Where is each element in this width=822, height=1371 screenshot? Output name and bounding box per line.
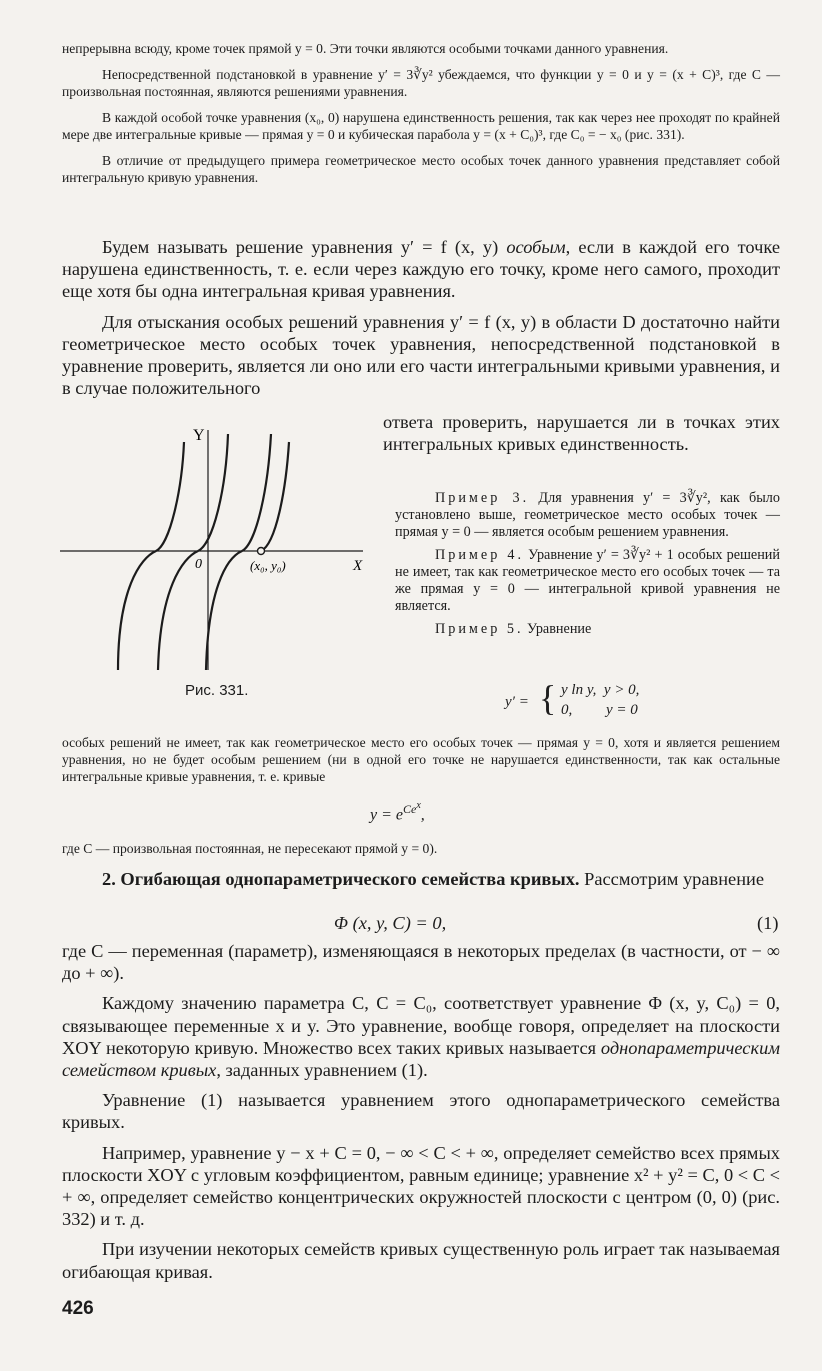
example-text: Уравнение y′ = 3∛y² + 1 особых решений не имеет, так как геометрическое место его особых точек — та же прямая y = 0 — интегральной кривой уравнения не является. — [395, 547, 780, 614]
body-paragraph: При изучении некоторых семейств кривых существенную роль играет так называемая огибающая кривая. — [62, 1239, 780, 1282]
cubic-curve — [118, 551, 156, 670]
formula-lhs: y′ = — [505, 694, 529, 710]
example-label: Пример 3. — [435, 490, 530, 506]
examples-block — [395, 490, 780, 644]
example-3 — [395, 490, 780, 541]
section-title: 2. Огибающая однопараметрического семейства кривых. — [102, 869, 580, 889]
text-run: Рассмотрим уравнение — [579, 869, 765, 889]
method-paragraph: Для отыскания особых решений уравнения y′ = f (x, y) в области D достаточно найти геометрическое место особых точек уравнения, непосредственной подстановкой в уравнение проверить, является ли оно или его части интегральными кривыми уравнения, и в случае положительного — [62, 311, 780, 399]
formula-part: , — [420, 806, 425, 824]
formula-part: Ce — [403, 802, 417, 816]
page-number: 426 — [62, 1298, 94, 1319]
cubic-curve — [206, 551, 242, 670]
example-text: Для уравнения y′ = 3∛y², как было установлено выше, геометрическое место особых точек — прямая y = 0 — является особым решением уравнения. — [395, 490, 780, 540]
term-emphasis: особым — [506, 237, 566, 257]
text-run: , заданных уравнением (1). — [216, 1060, 428, 1081]
brace: { — [539, 678, 557, 718]
formula-case: y ln y, y > 0, — [561, 682, 640, 698]
small-paragraph: особых решений не имеет, так как геометрическое место его особых точек — прямая y = 0, хотя и является решением уравнения, но не будет особым решением (ни в одной его точке не нарушается единственности, так как остальные интегральные кривые уравнения, т. е. кривые — [62, 735, 780, 784]
method-paragraph-continued: ответа проверить, нарушается ли в точках этих интегральных кривых единственность. — [383, 412, 780, 455]
section-2-body — [62, 940, 780, 1291]
example-label: Пример 5. — [435, 621, 524, 637]
singular-point-marker — [258, 548, 265, 555]
main-text-1 — [62, 236, 780, 407]
body-paragraph: где C — переменная (параметр), изменяющаяся в некоторых пределах (в частности, от − ∞ до + ∞). — [62, 941, 780, 984]
small-print-mid-2 — [62, 840, 780, 866]
definition-paragraph — [62, 236, 780, 303]
small-print-top — [62, 40, 780, 195]
body-paragraph: Например, уравнение y − x + C = 0, − ∞ < C < + ∞, определяет семейство всех прямых плоскости XOY с угловым коэффициентом, равным единице; уравнение x² + y² = C, 0 < C < + ∞, определяет семейство концентрических окружностей плоскости с центром (0, 0) (рис. 332) и т. д. — [62, 1142, 780, 1230]
body-paragraph: Уравнение (1) называется уравнением этого однопараметрического семейства кривых. — [62, 1090, 780, 1133]
section-2 — [62, 868, 780, 898]
section-intro — [62, 868, 780, 890]
origin-label: 0 — [195, 557, 202, 572]
cubic-curve — [158, 551, 198, 670]
main-text-right — [383, 411, 780, 463]
cubic-curve — [198, 434, 228, 551]
formula-part: x — [416, 800, 421, 811]
formula-case: 0, y = 0 — [561, 702, 638, 718]
text-run: Будем называть решение уравнения y′ = f (x, y) — [102, 237, 507, 257]
figure-caption: Рис. 331. — [185, 682, 249, 699]
example-label: Пример 4. — [435, 547, 525, 563]
equation-number: (1) — [757, 913, 779, 933]
example-text: Уравнение — [523, 621, 592, 637]
cubic-curve — [156, 442, 184, 551]
exp-formula — [370, 800, 425, 824]
text-run: , если в каждой его точке нарушена единственность, т. е. если через каждую его точку, кроме него самого, проходит еще хотя бы одна интегральная кривая уравнения. — [62, 237, 780, 302]
point-label: (x₀, y₀) — [250, 558, 286, 573]
example-4 — [395, 547, 780, 615]
example-5 — [395, 621, 780, 638]
small-print-mid — [62, 734, 780, 794]
small-paragraph: где C — произвольная постоянная, не пересекают прямой y = 0). — [62, 841, 438, 856]
cubic-curve — [242, 434, 271, 551]
small-paragraph: Непосредственной подстановкой в уравнение y′ = 3∛y² убеждаемся, что функции y = 0 и y = (x + C)³, где C — произвольная постоянная, являются решениями уравнения. — [62, 67, 780, 99]
small-paragraph: непрерывна всюду, кроме точек прямой y = 0. Эти точки являются особыми точками данного уравнения. — [62, 41, 669, 56]
formula-part: y = e — [370, 806, 403, 824]
body-paragraph — [62, 992, 780, 1081]
small-paragraph: В каждой особой точке уравнения (x₀, 0) нарушена единственность решения, так как через нее проходят по крайней мере две интегральные кривые — прямая y = 0 и кубическая парабола y = (x + C₀)³, где C₀ = − x₀ (рис. 331). — [62, 110, 780, 142]
x-axis-label: X — [353, 558, 363, 574]
y-axis-label: Y — [193, 427, 205, 444]
equation-1: Φ (x, y, C) = 0, — [334, 913, 447, 933]
term-emphasis: однопараметрическим семейством кривых — [62, 1037, 780, 1081]
text-run: Каждому значению параметра C, C = C₀, соответствует уравнение Φ (x, y, C₀) = 0, связывающее переменные x и y. Это уравнение, вообще говоря, определяет на плоскости XOY некоторую кривую. Множество всех таких кривых называется — [62, 993, 780, 1058]
figure-331 — [58, 420, 378, 680]
cubic-curve — [261, 442, 289, 551]
small-paragraph: В отличие от предыдущего примера геометрическое место особых точек данного уравнения представляет собой интегральную кривую уравнения. — [62, 153, 780, 185]
